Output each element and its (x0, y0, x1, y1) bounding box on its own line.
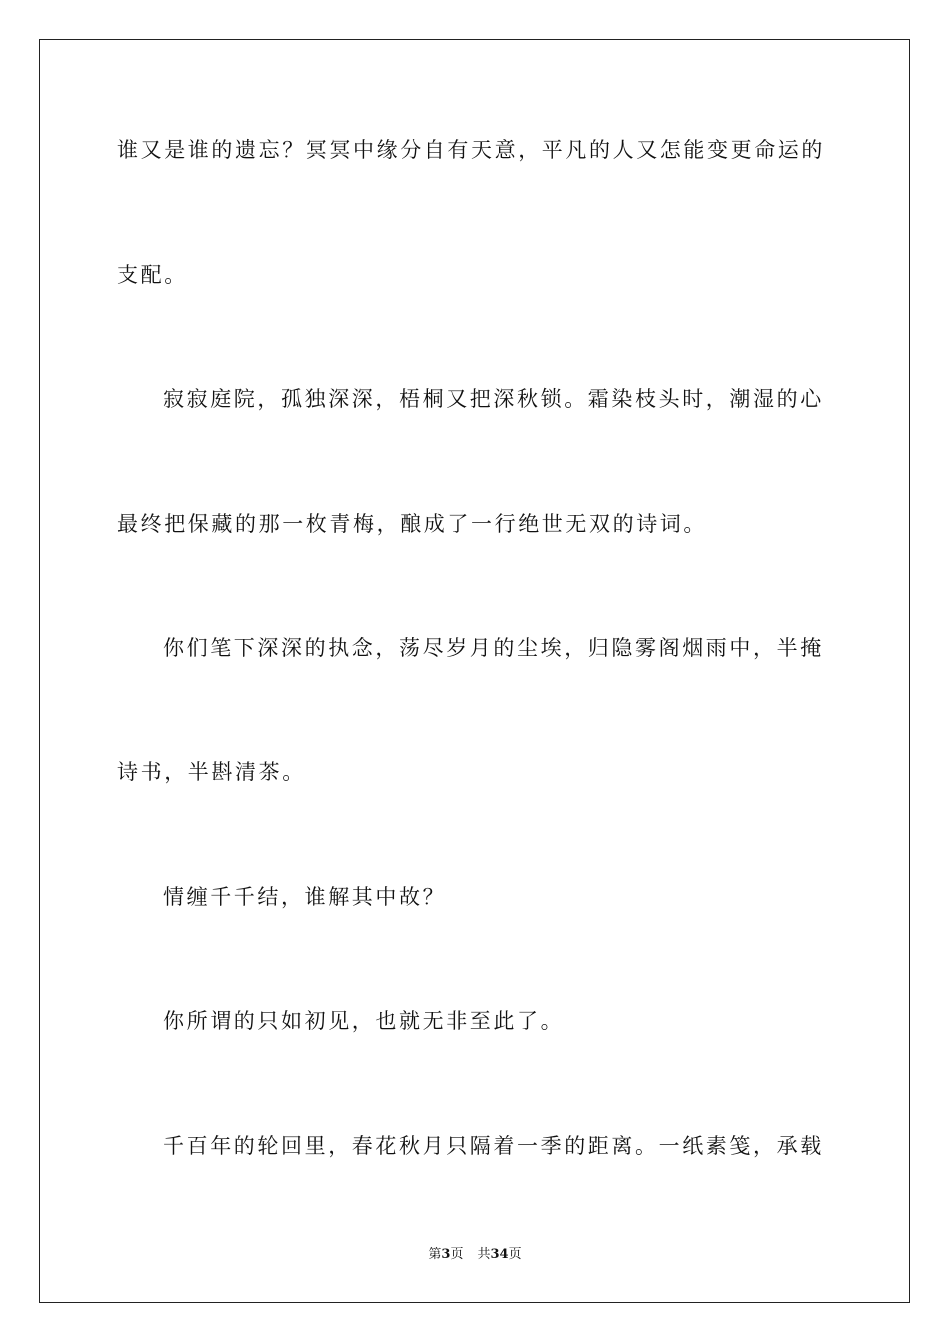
text-line: 谁又是谁的遗忘？冥冥中缘分自有天意，平凡的人又怎能变更命运的 (117, 138, 825, 162)
paragraph-first-line: 你们笔下深深的执念，荡尽岁月的尘埃，归隐雾阁烟雨中，半掩 (163, 636, 824, 660)
page-prefix: 第 (428, 1247, 442, 1262)
paragraph-first-line: 千百年的轮回里，春花秋月只隔着一季的距离。一纸素笺，承载 (163, 1134, 824, 1158)
total-pages: 34 (490, 1247, 509, 1262)
total-prefix: 共 (477, 1247, 491, 1262)
text-line: 诗书，半斟清茶。 (117, 760, 306, 784)
page-border (39, 39, 910, 1303)
paragraph-first-line: 情缠千千结，谁解其中故？ (163, 885, 447, 909)
page-number: 3 (441, 1247, 451, 1262)
text-line: 支配。 (117, 263, 188, 287)
paragraph-first-line: 你所谓的只如初见，也就无非至此了。 (163, 1009, 565, 1033)
total-suffix: 页 (508, 1247, 522, 1262)
paragraph-first-line: 寂寂庭院，孤独深深，梧桐又把深秋锁。霜染枝头时，潮湿的心 (163, 387, 824, 411)
page-suffix: 页 (450, 1247, 464, 1262)
text-line: 最终把保藏的那一枚青梅，酿成了一行绝世无双的诗词。 (117, 512, 707, 536)
page-footer (0, 1246, 950, 1264)
